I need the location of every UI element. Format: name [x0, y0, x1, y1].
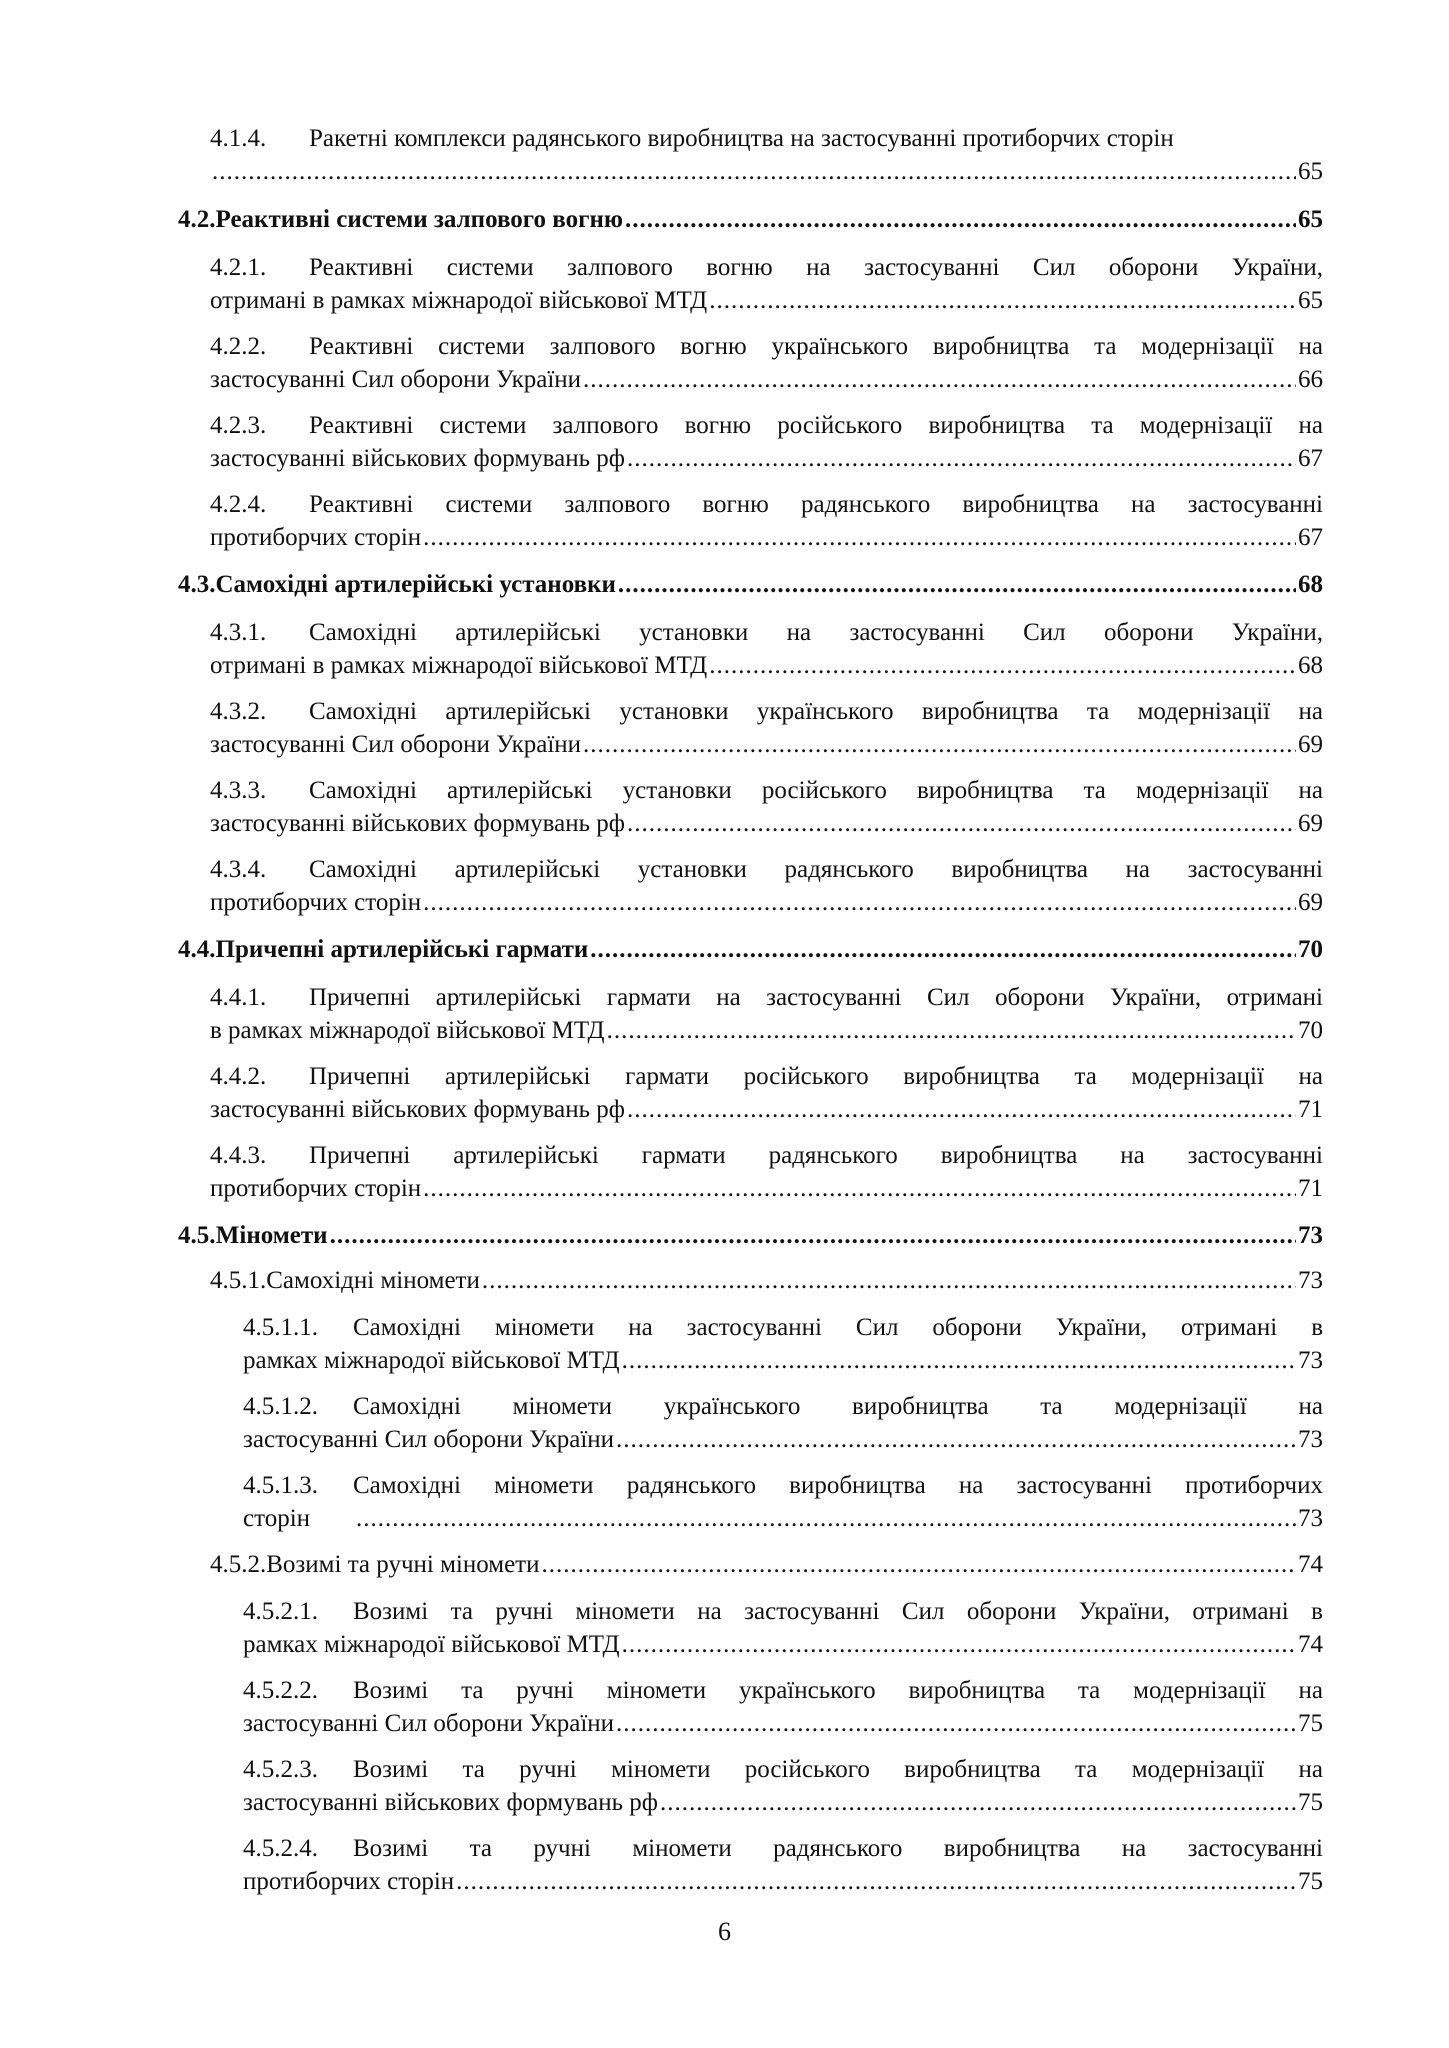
toc-page-number: 65 — [1298, 206, 1323, 233]
toc-entry-4-5-2[interactable] — [210, 1548, 1323, 1581]
toc-entry-4-5-1-1[interactable] — [243, 1311, 1323, 1377]
toc-page-number: 71 — [1298, 1175, 1323, 1202]
toc-entry-number: 4.3.4. — [210, 856, 267, 883]
toc-entry-number: 4.3.3. — [210, 777, 267, 804]
toc-page-number: 69 — [1298, 810, 1323, 837]
dot-leader — [627, 442, 1296, 475]
toc-entry-first-line — [210, 853, 1323, 886]
dot-leader — [330, 1219, 1296, 1252]
toc-page-number: 75 — [1298, 1710, 1323, 1737]
toc-entry-4-4-1[interactable] — [210, 981, 1323, 1047]
toc-page-number: 68 — [1298, 652, 1323, 679]
toc-entry-title: Возимі та ручні міномети на застосуванні Сил оборони України, отримані в — [353, 1598, 1323, 1625]
toc-entry-first-line — [210, 330, 1323, 363]
toc-entry-number: 4.4.1. — [210, 984, 267, 1011]
toc-page-number: 71 — [1298, 1096, 1323, 1123]
dot-leader — [660, 1786, 1296, 1819]
dot-leader — [709, 284, 1296, 317]
dot-leader — [709, 649, 1296, 682]
toc-entry-title-continued: застосуванні Сил оборони України — [243, 1426, 615, 1453]
toc-entry-title-continued: в рамках міжнародої військової МТД — [210, 1017, 605, 1044]
toc-entry-4-2-2[interactable] — [210, 330, 1323, 396]
toc-page-number: 65 — [1298, 287, 1323, 314]
toc-entry-number: 4.5.2.4. — [243, 1835, 318, 1862]
toc-page-number: 70 — [1298, 1017, 1323, 1044]
toc-page-number: 73 — [1298, 1267, 1323, 1294]
toc-entry-4-4-2[interactable] — [210, 1060, 1323, 1126]
dot-leader — [622, 1628, 1296, 1661]
toc-page-number: 73 — [1298, 1222, 1323, 1249]
toc-entry-second-line — [243, 1707, 1323, 1740]
toc-entry-title: Возимі та ручні міномети — [266, 1551, 540, 1578]
toc-entry-second-line — [243, 1865, 1323, 1898]
toc-page-number: 67 — [1298, 445, 1323, 472]
toc-entry-title: Причепні артилерійські гармати — [215, 936, 589, 963]
toc-entry-number: 4.2. — [178, 206, 216, 233]
toc-page-number: 73 — [1298, 1347, 1323, 1374]
toc-entry-title: Причепні артилерійські гармати радянського виробництва на застосуванні — [309, 1142, 1323, 1169]
toc-entry-first-line — [210, 616, 1323, 649]
toc-entry-title-continued: отримані в рамках міжнародої військової МТД — [210, 287, 708, 314]
toc-entry-title: Реактивні системи залпового вогню радянського виробництва на застосуванні — [309, 491, 1323, 518]
toc-entry-second-line — [243, 1423, 1323, 1456]
toc-entry-second-line — [210, 363, 1323, 396]
toc-entry-4-5-2-3[interactable] — [243, 1753, 1323, 1819]
toc-entry-first-line — [210, 981, 1323, 1014]
toc-entry-number: 4.2.4. — [210, 491, 267, 518]
toc-entry-title-continued: застосуванні Сил оборони України — [243, 1710, 615, 1737]
toc-entry-first-line — [210, 774, 1323, 807]
toc-entry-4-5-1[interactable] — [210, 1264, 1323, 1297]
toc-entry-4-5-1-3[interactable] — [243, 1469, 1323, 1535]
toc-entry-4-2-4[interactable] — [210, 488, 1323, 554]
toc-entry-title-continued: застосуванні військових формувань рф — [210, 810, 625, 837]
toc-entry-second-line — [210, 155, 1323, 188]
toc-entry-number: 4.4.3. — [210, 1142, 267, 1169]
dot-leader — [356, 1502, 1296, 1535]
dot-leader — [622, 1344, 1296, 1377]
toc-entry-number: 4.2.3. — [210, 412, 267, 439]
dot-leader — [423, 521, 1296, 554]
toc-entry-second-line — [210, 807, 1323, 840]
toc-page-number: 67 — [1298, 524, 1323, 551]
dot-leader — [625, 203, 1296, 236]
toc-entry-line — [210, 1548, 1323, 1581]
toc-page-number: 73 — [1298, 1505, 1323, 1532]
dot-leader — [590, 933, 1296, 966]
toc-entry-second-line — [210, 521, 1323, 554]
toc-entry-second-line — [243, 1628, 1323, 1661]
toc-page-number: 65 — [1298, 158, 1323, 185]
toc-entry-4-4-3[interactable] — [210, 1139, 1323, 1205]
toc-entry-number: 4.4.2. — [210, 1063, 267, 1090]
toc-entry-number: 4.4. — [178, 936, 216, 963]
toc-entry-title-continued: рамках міжнародої військової МТД — [243, 1347, 620, 1374]
toc-entry-4-2[interactable] — [178, 203, 1323, 236]
toc-entry-title: Міномети — [215, 1222, 328, 1249]
dot-leader — [616, 1423, 1296, 1456]
toc-entry-line — [210, 1264, 1323, 1297]
toc-entry-number: 4.5.1. — [210, 1267, 267, 1294]
toc-entry-title-continued: протиборчих сторін — [210, 524, 422, 551]
toc-entry-4-2-3[interactable] — [210, 409, 1323, 475]
toc-entry-first-line — [210, 1139, 1323, 1172]
toc-page-number: 74 — [1298, 1631, 1323, 1658]
toc-entry-title-continued: отримані в рамках міжнародої військової МТД — [210, 652, 708, 679]
toc-entry-line — [178, 568, 1323, 601]
toc-entry-line — [178, 933, 1323, 966]
toc-page-number: 68 — [1298, 571, 1323, 598]
toc-entry-title: Реактивні системи залпового вогню російського виробництва та модернізації на — [309, 412, 1323, 439]
toc-entry-first-line — [210, 251, 1323, 284]
page-number-footer: 6 — [718, 1917, 731, 1946]
toc-entry-number: 4.5. — [178, 1222, 216, 1249]
toc-entry-second-line — [210, 649, 1323, 682]
toc-entry-4-5-2-4[interactable] — [243, 1832, 1323, 1898]
toc-entry-title: Ракетні комплекси радянського виробництва на застосуванні протиборчих сторін — [309, 125, 1174, 152]
toc-page-number: 73 — [1298, 1426, 1323, 1453]
dot-leader — [212, 155, 1296, 188]
toc-entry-title: Возимі та ручні міномети радянського виробництва на застосуванні — [353, 1835, 1323, 1862]
toc-entry-number: 4.3. — [178, 571, 216, 598]
dot-leader — [423, 1172, 1296, 1205]
toc-entry-title-continued: протиборчих сторін — [243, 1868, 455, 1895]
toc-entry-title: Причепні артилерійські гармати російського виробництва та модернізації на — [309, 1063, 1323, 1090]
dot-leader — [456, 1865, 1296, 1898]
toc-entry-number: 4.2.2. — [210, 333, 267, 360]
toc-entry-second-line — [210, 1014, 1323, 1047]
toc-entry-title-continued: застосуванні військових формувань рф — [243, 1789, 658, 1816]
dot-leader — [607, 1014, 1296, 1047]
toc-entry-number: 4.2.1. — [210, 254, 267, 281]
toc-entry-title-continued: застосуванні Сил оборони України — [210, 731, 582, 758]
toc-entry-title: Самохідні артилерійські установки українського виробництва та модернізації на — [309, 698, 1323, 725]
toc-entry-first-line — [243, 1595, 1323, 1628]
toc-entry-second-line — [243, 1344, 1323, 1377]
toc-page-number: 70 — [1298, 936, 1323, 963]
dot-leader — [618, 568, 1296, 601]
toc-entry-first-line — [243, 1753, 1323, 1786]
toc-entry-title-continued: сторін — [243, 1505, 311, 1532]
toc-entry-title-continued: рамках міжнародої військової МТД — [243, 1631, 620, 1658]
toc-entry-4-5-2-1[interactable] — [243, 1595, 1323, 1661]
toc-entry-4-3-4[interactable] — [210, 853, 1323, 919]
toc-page-number: 75 — [1298, 1789, 1323, 1816]
toc-entry-4-3[interactable] — [178, 568, 1323, 601]
toc-entry-title: Самохідні міномети — [266, 1267, 480, 1294]
toc-entry-title: Самохідні артилерійські установки російського виробництва та модернізації на — [309, 777, 1323, 804]
toc-entry-number: 4.5.1.3. — [243, 1472, 318, 1499]
toc-entry-title-continued: застосуванні військових формувань рф — [210, 1096, 625, 1123]
toc-entry-first-line — [243, 1469, 1323, 1502]
toc-page-number: 66 — [1298, 366, 1323, 393]
toc-entry-title: Самохідні міномети на застосуванні Сил оборони України, отримані в — [353, 1314, 1323, 1341]
dot-leader — [627, 807, 1296, 840]
toc-entry-second-line — [210, 284, 1323, 317]
toc-entry-number: 4.3.2. — [210, 698, 267, 725]
toc-entry-title: Реактивні системи залпового вогню — [215, 206, 623, 233]
toc-entry-second-line — [210, 886, 1323, 919]
toc-entry-4-3-2[interactable] — [210, 695, 1323, 761]
dot-leader — [482, 1264, 1296, 1297]
toc-entry-title: Самохідні міномети радянського виробництва на застосуванні протиборчих — [353, 1472, 1323, 1499]
toc-entry-first-line — [210, 695, 1323, 728]
toc-entry-title: Самохідні артилерійські установки радянського виробництва на застосуванні — [309, 856, 1323, 883]
toc-entry-line — [178, 203, 1323, 236]
toc-entry-title: Возимі та ручні міномети російського виробництва та модернізації на — [353, 1756, 1323, 1783]
toc-entry-title-continued: застосуванні військових формувань рф — [210, 445, 625, 472]
dot-leader — [616, 1707, 1296, 1740]
toc-entry-title: Возимі та ручні міномети українського виробництва та модернізації на — [353, 1677, 1323, 1704]
toc-entry-4-5-2-2[interactable] — [243, 1674, 1323, 1740]
toc-entry-second-line — [210, 1093, 1323, 1126]
toc-entry-title-continued: застосуванні Сил оборони України — [210, 366, 582, 393]
toc-entry-title-continued: протиборчих сторін — [210, 1175, 422, 1202]
toc-entry-first-line — [210, 409, 1323, 442]
toc-entry-title-continued: протиборчих сторін — [210, 889, 422, 916]
toc-entry-second-line — [210, 442, 1323, 475]
toc-entry-first-line — [210, 488, 1323, 521]
toc-page-number: 69 — [1298, 731, 1323, 758]
toc-entry-4-3-3[interactable] — [210, 774, 1323, 840]
toc-entry-4-5-1-2[interactable] — [243, 1390, 1323, 1456]
toc-entry-title: Реактивні системи залпового вогню на застосуванні Сил оборони України, — [309, 254, 1323, 281]
toc-entry-second-line — [210, 1172, 1323, 1205]
toc-entry-number: 4.5.1.2. — [243, 1393, 318, 1420]
toc-entry-first-line — [243, 1390, 1323, 1423]
toc-entry-first-line — [210, 1060, 1323, 1093]
dot-leader — [583, 363, 1296, 396]
toc-entry-first-line — [243, 1832, 1323, 1865]
toc-entry-4-4[interactable] — [178, 933, 1323, 966]
toc-page-number: 75 — [1298, 1868, 1323, 1895]
dot-leader — [583, 728, 1296, 761]
toc-entry-second-line — [210, 728, 1323, 761]
toc-entry-number: 4.5.2.1. — [243, 1598, 318, 1625]
toc-entry-title: Самохідні артилерійські установки на застосуванні Сил оборони України, — [309, 619, 1323, 646]
dot-leader — [627, 1093, 1296, 1126]
toc-entry-4-3-1[interactable] — [210, 616, 1323, 682]
toc-entry-number: 4.5.2.2. — [243, 1677, 318, 1704]
toc-entry-first-line — [243, 1674, 1323, 1707]
dot-leader — [541, 1548, 1296, 1581]
toc-entry-first-line — [210, 122, 1323, 155]
toc-entry-4-2-1[interactable] — [210, 251, 1323, 317]
toc-entry-line — [178, 1219, 1323, 1252]
toc-entry-title: Самохідні міномети українського виробництва та модернізації на — [353, 1393, 1323, 1420]
toc-entry-title: Реактивні системи залпового вогню українського виробництва та модернізації на — [309, 333, 1323, 360]
toc-entry-first-line — [243, 1311, 1323, 1344]
toc-entry-number: 4.5.1.1. — [243, 1314, 318, 1341]
dot-leader — [423, 886, 1296, 919]
toc-page-number: 74 — [1298, 1551, 1323, 1578]
toc-entry-number: 4.1.4. — [210, 125, 267, 152]
toc-entry-second-line — [243, 1786, 1323, 1819]
toc-entry-number: 4.3.1. — [210, 619, 267, 646]
toc-page-number: 69 — [1298, 889, 1323, 916]
toc-entry-number: 4.5.2. — [210, 1551, 267, 1578]
toc-entry-title: Самохідні артилерійські установки — [215, 571, 616, 598]
toc-entry-4-5[interactable] — [178, 1219, 1323, 1252]
toc-entry-second-line — [243, 1502, 1323, 1535]
toc-entry-number: 4.5.2.3. — [243, 1756, 318, 1783]
toc-entry-title: Причепні артилерійські гармати на застосуванні Сил оборони України, отримані — [309, 984, 1323, 1011]
toc-entry-4-1-4[interactable] — [210, 122, 1323, 188]
